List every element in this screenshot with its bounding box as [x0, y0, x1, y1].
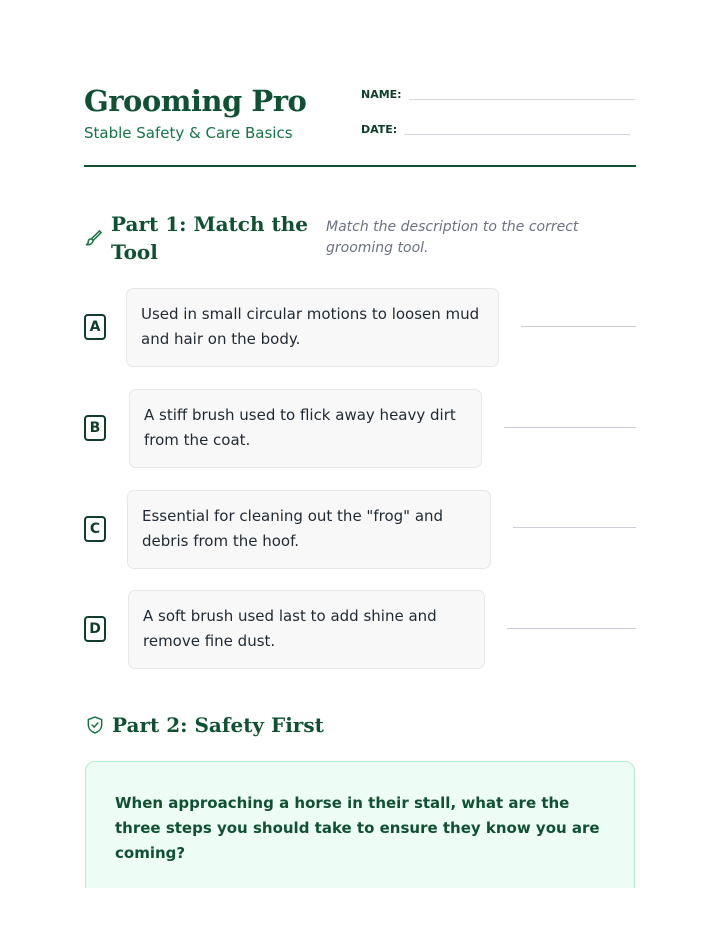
letter-badge-d: D: [84, 616, 106, 642]
safety-question: When approaching a horse in their stall, what are the three steps you should take to ensure they know you are coming?: [115, 794, 600, 862]
part2-title: Part 2: Safety First: [112, 713, 324, 737]
description-card-b: A stiff brush used to flick away heavy dirt from the coat.: [129, 389, 482, 468]
letter-badge-a: A: [84, 314, 106, 340]
answer-line-b[interactable]: [504, 427, 636, 428]
letter-badge-b: B: [84, 415, 106, 441]
part1-instructions: Match the description to the correct grooming tool.: [326, 219, 579, 256]
description-card-a: Used in small circular motions to loosen mud and hair on the body.: [126, 288, 499, 367]
brush-icon: [84, 228, 104, 248]
worksheet-header: [84, 84, 636, 168]
description-card-c: Essential for cleaning out the "frog" and debris from the hoof.: [127, 490, 491, 569]
name-line[interactable]: [409, 99, 635, 100]
page-cutoff: [0, 888, 720, 932]
part1-title: Part 1: Match the Tool: [111, 212, 308, 264]
date-field[interactable]: [361, 123, 397, 136]
date-line[interactable]: [404, 134, 630, 135]
shield-check-icon: [85, 715, 105, 735]
description-card-d: A soft brush used last to add shine and remove fine dust.: [128, 590, 485, 669]
header-divider: [84, 165, 636, 167]
name-field[interactable]: [361, 88, 402, 101]
answer-line-d[interactable]: [507, 628, 636, 629]
worksheet-subtitle: Stable Safety & Care Basics: [84, 124, 293, 142]
answer-line-a[interactable]: [521, 326, 636, 327]
answer-line-c[interactable]: [513, 527, 636, 528]
name-label: NAME:: [361, 88, 402, 101]
date-label: DATE:: [361, 123, 398, 136]
letter-badge-c: C: [84, 516, 106, 542]
worksheet-title: Grooming Pro: [84, 84, 307, 118]
